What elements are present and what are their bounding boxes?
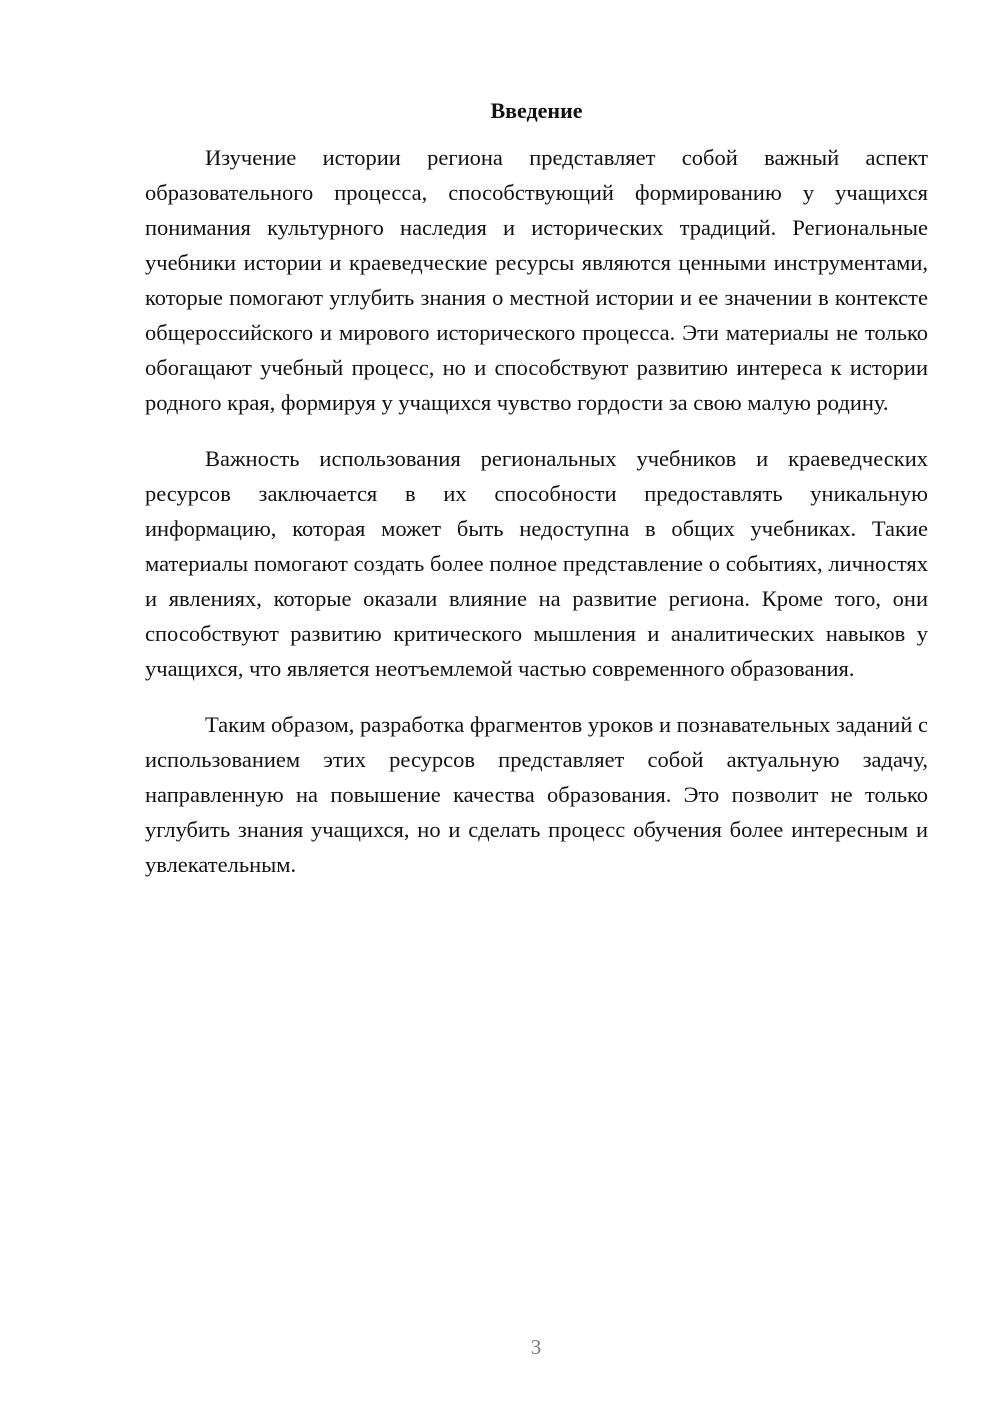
page-number: 3 bbox=[530, 1335, 542, 1359]
paragraph-3: Таким образом, разработка фрагментов уроков и познавательных заданий с использованием этих ресурсов представляет собой актуальную задачу, направленную на повышение качества образования. Это позволит не только углубить знания учащихся, но и сделать процесс обучения более интересным и увлекательным. bbox=[145, 712, 928, 877]
page-content bbox=[145, 96, 928, 903]
paragraph-1: Изучение истории региона представляет собой важный аспект образовательного процесса, способствующий формированию у учащихся понимания культурного наследия и исторических традиций. Региональные учебники истории и краеведческие ресурсы являются ценными инструментами, которые помогают углубить знания о местной истории и ее значении в контексте общероссийского и мирового исторического процесса. Эти материалы не только обогащают учебный процесс, но и способствуют развитию интереса к истории родного края, формируя у учащихся чувство гордости за свою малую родину. bbox=[145, 145, 928, 415]
section-heading: Введение bbox=[490, 98, 583, 123]
paragraph-2: Важность использования региональных учебников и краеведческих ресурсов заключается в их способности предоставлять уникальную информацию, которая может быть недоступна в общих учебниках. Такие материалы помогают создать более полное представление о событиях, личностях и явлениях, которые оказали влияние на развитие региона. Кроме того, они способствуют развитию критического мышления и аналитических навыков у учащихся, что является неотъемлемой частью современного образования. bbox=[145, 446, 928, 681]
